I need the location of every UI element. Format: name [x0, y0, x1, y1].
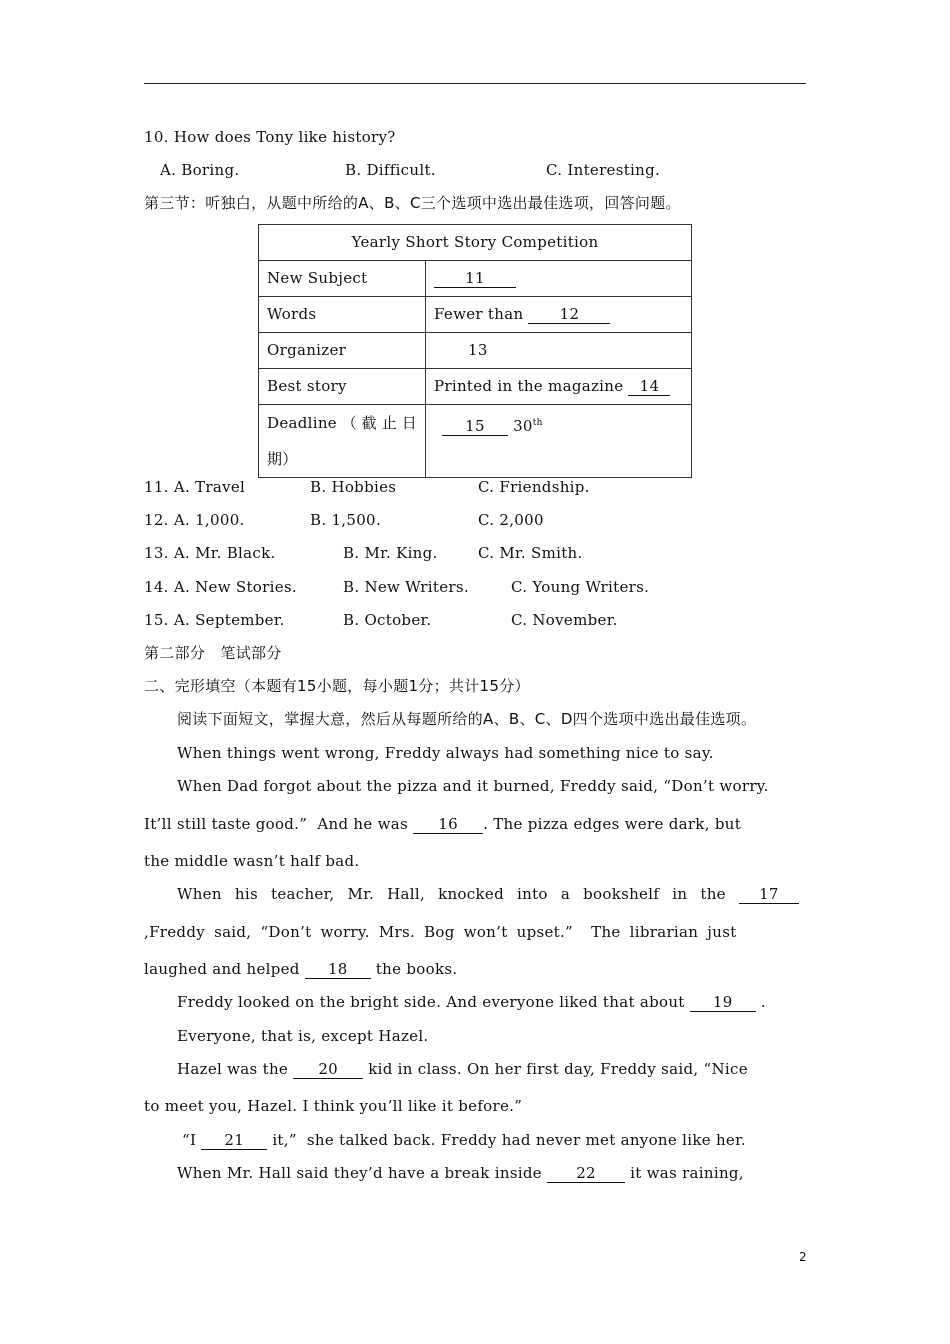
q13-option-c: C. Mr. Smith.	[478, 544, 583, 562]
blank-16: 16	[413, 815, 483, 834]
blank-15: 15	[442, 417, 508, 436]
blank-18: 18	[305, 960, 371, 979]
row-label-words: Words	[259, 297, 426, 333]
q15-option-a: 15. A. September.	[144, 611, 285, 629]
row-label-best-story: Best story	[259, 369, 426, 405]
question-10: 10. How does Tony like history?	[144, 128, 396, 146]
row-value-organizer	[426, 333, 692, 369]
cloze-title: 二、完形填空（本题有15小题，每小题1分；共计15分）	[144, 677, 530, 695]
blank-11: 11	[434, 269, 516, 288]
blank-14: 14	[628, 377, 670, 396]
q10-option-b: B. Difficult.	[345, 161, 436, 179]
table-title: Yearly Short Story Competition	[259, 225, 692, 261]
passage-p3-line2: ,Freddy said, “Don’t worry. Mrs. Bog won’t upset.” The librarian just	[144, 923, 737, 941]
page-number: 2	[799, 1250, 807, 1264]
cloze-instruction: 阅读下面短文，掌握大意，然后从每题所给的A、B、C、D四个选项中选出最佳选项。	[177, 710, 757, 728]
blank-20: 20	[293, 1060, 363, 1079]
q11-option-c: C. Friendship.	[478, 478, 590, 496]
q11-option-a: 11. A. Travel	[144, 478, 246, 496]
passage-p3-line1: When his teacher, Mr. Hall, knocked into a bookshelf in the 17	[177, 884, 799, 904]
competition-table	[258, 224, 692, 478]
passage-p1: When things went wrong, Freddy always had something nice to say.	[177, 744, 714, 762]
q12-option-a: 12. A. 1,000.	[144, 511, 245, 529]
passage-p3-line3: laughed and helped 18 the books.	[144, 960, 458, 978]
q13-option-b: B. Mr. King.	[343, 544, 438, 562]
passage-p6-line2: to meet you, Hazel. I think you’ll like it before.”	[144, 1097, 523, 1115]
passage-p2-line1: When Dad forgot about the pizza and it burned, Freddy said, “Don’t worry.	[177, 777, 769, 795]
row-value-best-story: Printed in the magazine 14	[426, 369, 692, 405]
q15-option-c: C. November.	[511, 611, 618, 629]
q10-option-a: A. Boring.	[160, 161, 240, 179]
passage-p5: Everyone, that is, except Hazel.	[177, 1027, 429, 1045]
passage-p7: “I 21 it,” she talked back. Freddy had never met anyone like her.	[182, 1131, 746, 1149]
header-rule	[144, 83, 806, 84]
blank-22: 22	[547, 1164, 625, 1183]
q12-option-b: B. 1,500.	[310, 511, 381, 529]
row-value-subject	[426, 261, 692, 297]
part2-title: 第二部分 笔试部分	[144, 644, 282, 662]
row-label-deadline: Deadline（截止日 期）	[259, 405, 426, 478]
q14-option-a: 14. A. New Stories.	[144, 578, 297, 596]
passage-p6-line1: Hazel was the 20 kid in class. On her first day, Freddy said, “Nice	[177, 1060, 748, 1078]
q14-option-b: B. New Writers.	[343, 578, 469, 596]
row-label-organizer: Organizer	[259, 333, 426, 369]
row-value-deadline: 15 30th	[426, 405, 692, 478]
q14-option-c: C. Young Writers.	[511, 578, 650, 596]
passage-p2-line3: the middle wasn’t half bad.	[144, 852, 360, 870]
blank-17: 17	[739, 885, 799, 904]
passage-p4: Freddy looked on the bright side. And everyone liked that about 19 .	[177, 993, 766, 1011]
q13-option-a: 13. A. Mr. Black.	[144, 544, 276, 562]
blank-12: 12	[528, 305, 610, 324]
blank-21: 21	[201, 1131, 267, 1150]
section3-instruction: 第三节：听独白，从题中所给的A、B、C三个选项中选出最佳选项，回答问题。	[144, 194, 681, 212]
row-value-words: Fewer than 12	[426, 297, 692, 333]
row-label-subject: New Subject	[259, 261, 426, 297]
q11-option-b: B. Hobbies	[310, 478, 397, 496]
q10-option-c: C. Interesting.	[546, 161, 661, 179]
blank-13: 13	[468, 341, 488, 359]
passage-p8: When Mr. Hall said they’d have a break inside 22 it was raining,	[177, 1164, 744, 1182]
q12-option-c: C. 2,000	[478, 511, 544, 529]
passage-p2-line2: It’ll still taste good.” And he was 16 . The pizza edges were dark, but	[144, 815, 742, 833]
blank-19: 19	[690, 993, 756, 1012]
q15-option-b: B. October.	[343, 611, 432, 629]
